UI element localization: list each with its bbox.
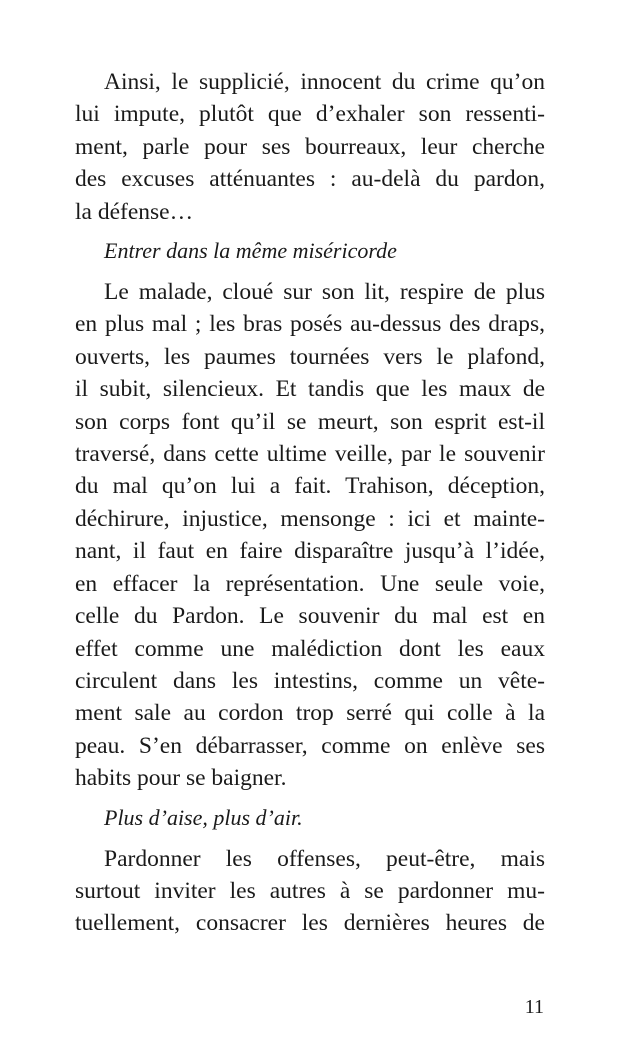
text-line: déchirure, injustice, mensonge : ici et mainte- — [75, 505, 545, 532]
text-line: Pardonner les offenses, peut-être, mais — [104, 845, 545, 872]
text-line: habits pour se baigner. — [75, 765, 287, 792]
text-line: effet comme une malédiction dont les eaux — [75, 635, 545, 662]
text-line: du mal qu’on lui a fait. Trahison, déception, — [75, 473, 545, 500]
text-line: peau. S’en débarrasser, comme on enlève ses — [75, 732, 545, 759]
text-line: en plus mal ; les bras posés au-dessus des draps, — [75, 311, 545, 338]
italic-heading-1: Entrer dans la même miséricorde — [104, 238, 397, 264]
page-number: 11 — [524, 996, 544, 1018]
text-line: ment sale au cordon trop serré qui colle à la — [75, 700, 545, 727]
text-line: son corps font qu’il se meurt, son esprit est-il — [75, 408, 545, 435]
text-line: Le malade, cloué sur son lit, respire de plus — [104, 279, 545, 306]
text-line: tuellement, consacrer les dernières heures de — [75, 910, 545, 937]
paragraph-3 — [75, 843, 545, 940]
text-line: il subit, silencieux. Et tandis que les maux de — [75, 376, 545, 403]
italic-heading-2: Plus d’aise, plus d’air. — [104, 804, 303, 830]
text-line: traversé, dans cette ultime veille, par le souvenir — [75, 441, 545, 468]
paragraph-2 — [75, 276, 545, 795]
text-line: ment, parle pour ses bourreaux, leur cherche — [75, 133, 545, 160]
text-line: la défense… — [75, 198, 194, 225]
text-line: nant, il faut en faire disparaître jusqu’à l’idée, — [75, 538, 545, 565]
text-line: celle du Pardon. Le souvenir du mal est en — [75, 603, 545, 630]
text-line: ouverts, les paumes tournées vers le plafond, — [75, 343, 545, 370]
text-line: Ainsi, le supplicié, innocent du crime qu’on — [104, 69, 545, 95]
text-line: lui impute, plutôt que d’exhaler son ressenti- — [75, 101, 545, 128]
text-line: surtout inviter les autres à se pardonner mu- — [75, 877, 545, 904]
text-line: des excuses atténuantes : au-delà du pardon, — [75, 166, 545, 193]
page-body — [75, 66, 545, 940]
paragraph-1 — [75, 66, 545, 228]
text-line: circulent dans les intestins, comme un vête- — [75, 667, 545, 694]
text-line: en effacer la représentation. Une seule voie, — [75, 570, 545, 597]
